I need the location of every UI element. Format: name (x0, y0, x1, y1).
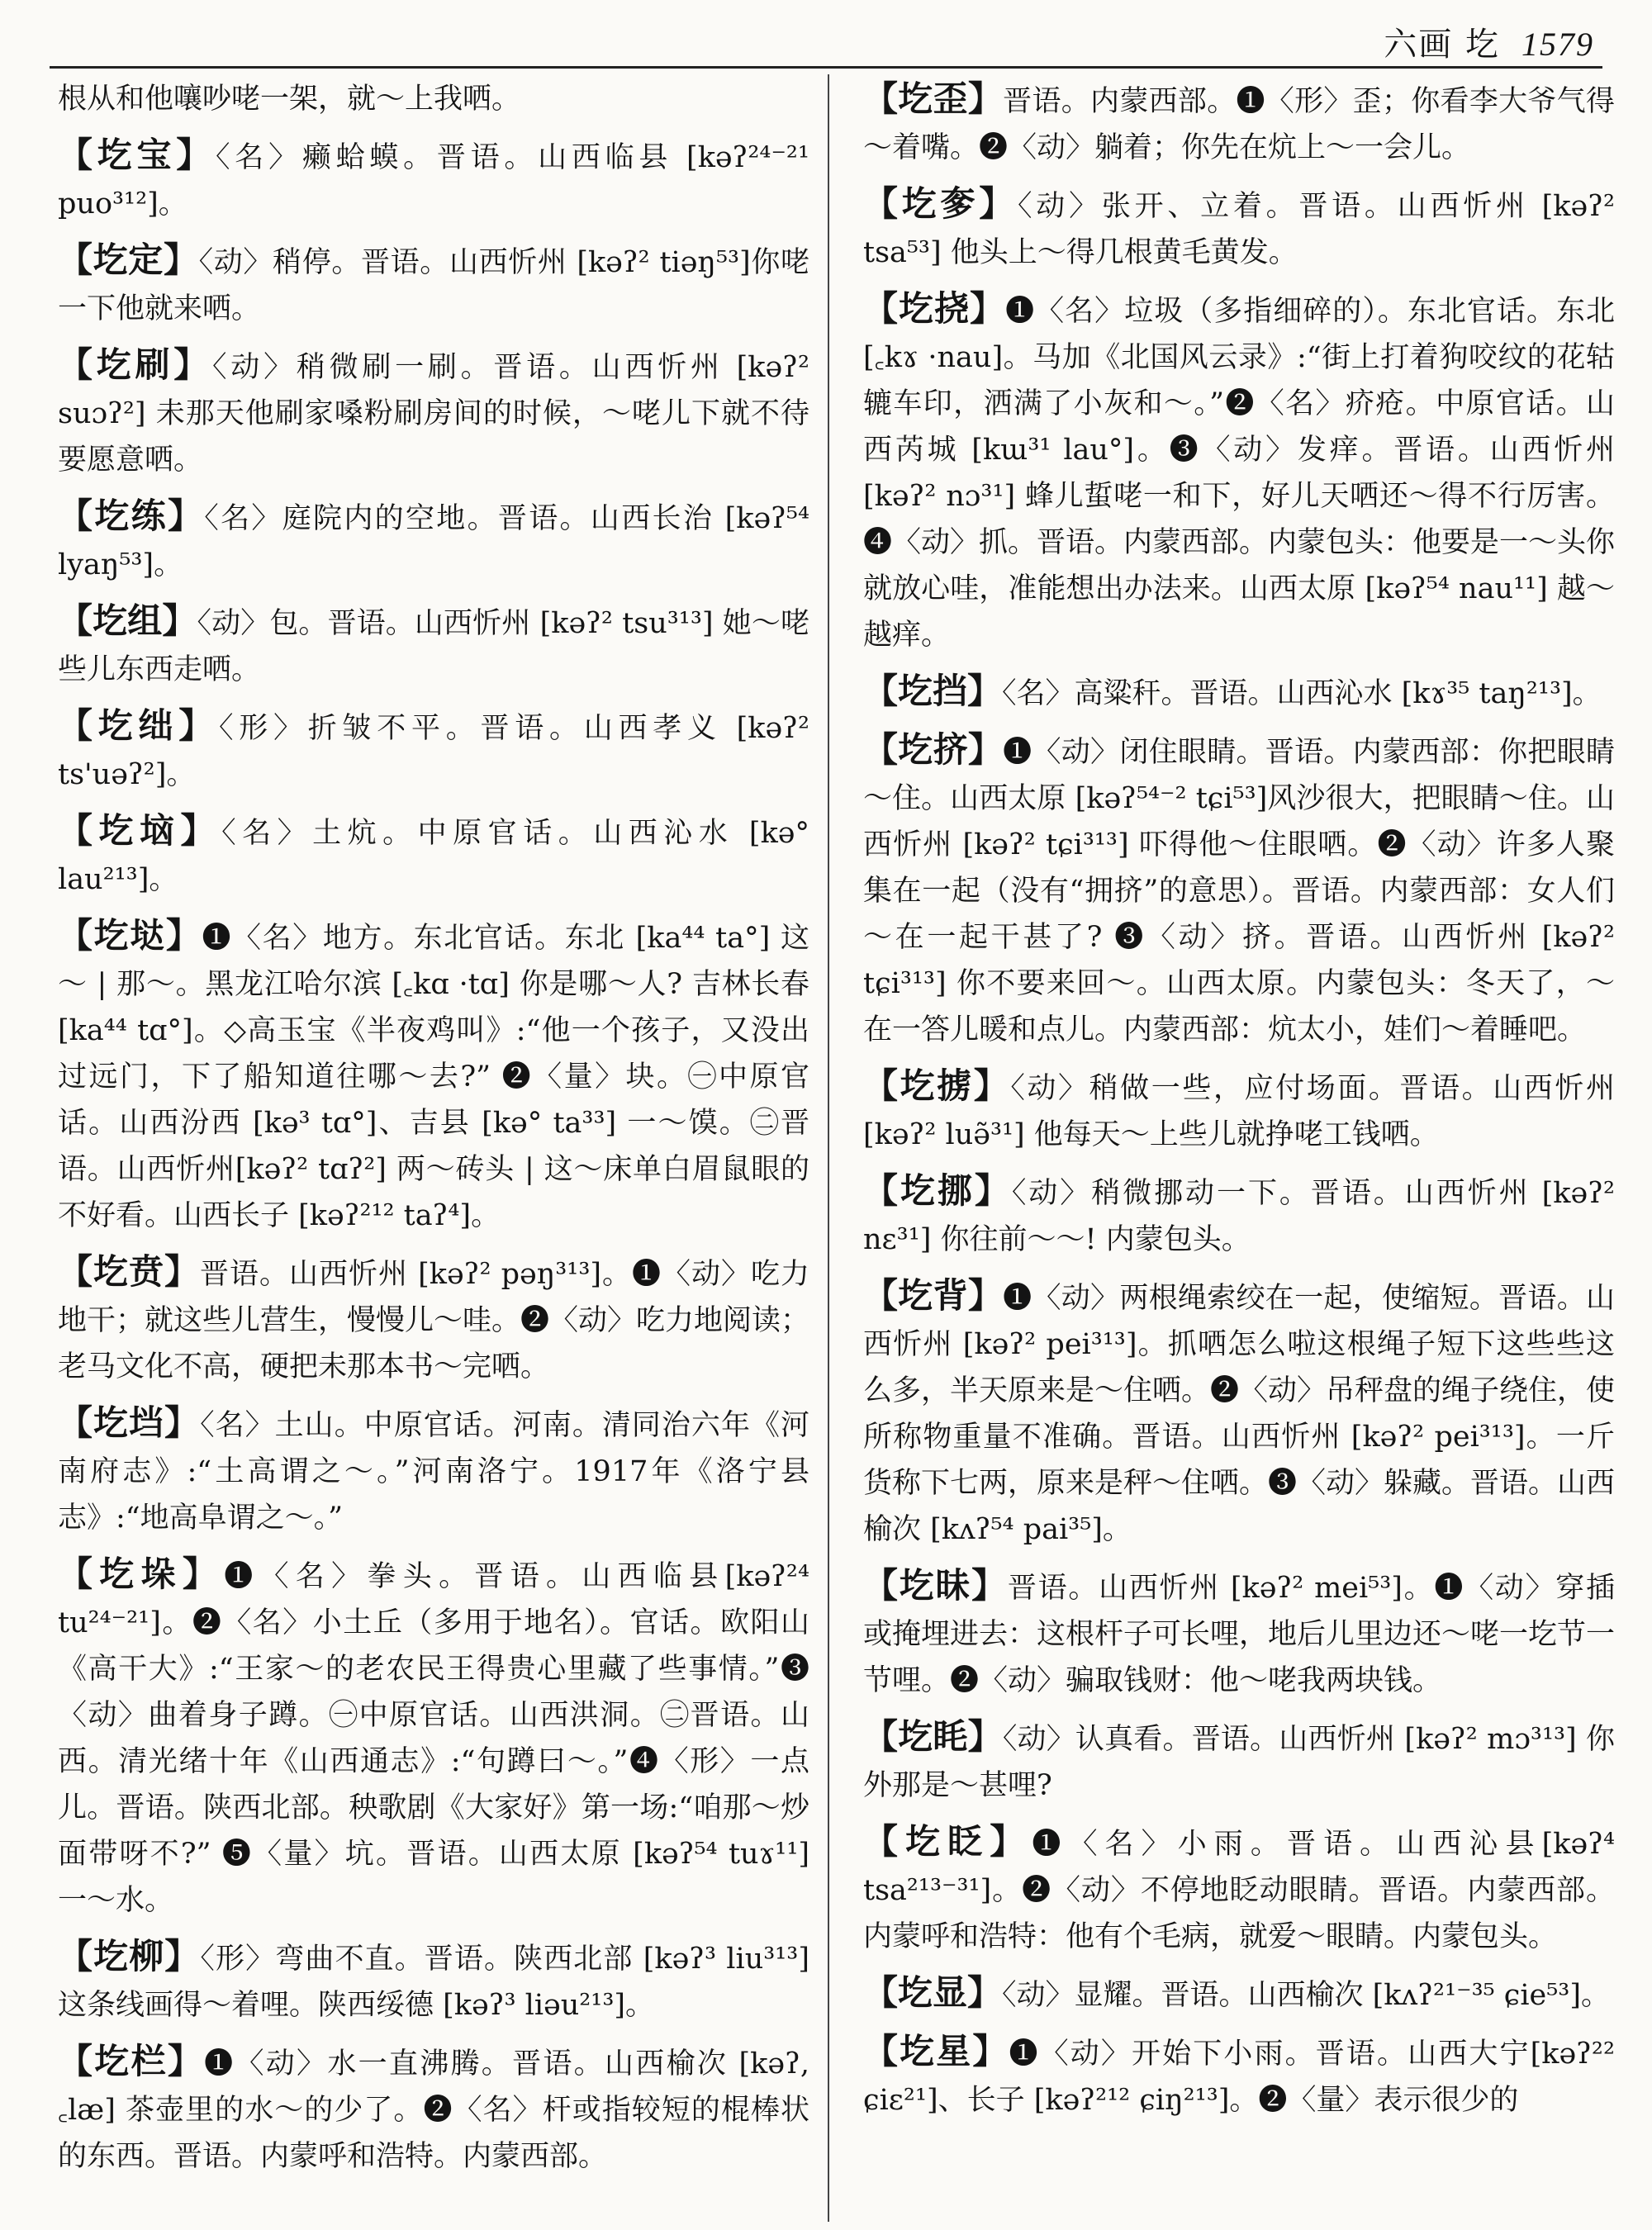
dictionary-entry (863, 1819, 1615, 1960)
dictionary-entry (863, 1168, 1615, 1263)
dictionary-entry (863, 181, 1615, 276)
dictionary-entry (863, 1273, 1615, 1553)
entry-headword: 【圪奓】 (863, 183, 1018, 224)
dictionary-entry (863, 727, 1615, 1053)
dictionary-entry (58, 2038, 809, 2180)
entry-definition: 〈动〉显耀。晋语。山西榆次 [kʌʔ²¹⁻³⁵ ɕie⁵³]。 (1002, 1979, 1610, 2012)
entry-definition: 〈动〉认真看。晋语。山西忻州 [kəʔ² mɔ³¹³] 你外那是～甚哩? (863, 1723, 1615, 1802)
dictionary-entry (58, 808, 809, 903)
dictionary-entry (58, 342, 809, 483)
entry-headword: 【圪昧】 (863, 1565, 1008, 1606)
dictionary-entry (58, 493, 809, 588)
dictionary-entry (863, 1563, 1615, 1704)
entry-headword: 【圪眨】 (863, 1821, 1032, 1862)
page-header (0, 0, 1652, 68)
entry-definition: ❶〈动〉两根绳索绞在一起，使缩短。晋语。山西忻州 [kəʔ² pei³¹³]。抓哂怎么啦这根绳子短下这些些这么多，半天原来是～住哂。❷〈动〉吊秤盘的绳子绕住，使所称物重量不准确。晋语。山西忻州 [kəʔ² pei³¹³]。一斤货称下七两，原来是秤～住哂。❸〈动〉躲藏。晋语。山西榆次 [kʌʔ⁵⁴ pai³⁵]。 (863, 1282, 1616, 1546)
entry-definition: 〈动〉稍微挪动一下。晋语。山西忻州 [kəʔ² nɛ³¹] 你往前～～! 内蒙包头。 (863, 1177, 1615, 1256)
left-column (58, 76, 809, 2190)
entry-headword: 【圪垱】 (58, 1402, 201, 1443)
entry-headword: 【圪刷】 (58, 344, 213, 385)
dictionary-entry (863, 76, 1615, 171)
entry-definition: 〈形〉弯曲不直。晋语。陕西北部 [kəʔ³ liu³¹³] 这条线画得～着哩。陕西绥德 [kəʔ³ liəu²¹³]。 (58, 1943, 809, 2022)
entry-definition: 〈动〉张开、立着。晋语。山西忻州 [kəʔ² tsa⁵³] 他头上～得几根黄毛黄发。 (863, 190, 1615, 269)
entry-headword: 【圪宝】 (58, 135, 216, 175)
entry-headword: 【圪掳】 (863, 1065, 1011, 1106)
dictionary-entry (863, 286, 1615, 658)
entry-definition: ❶〈名〉拳头。晋语。山西临县[kəʔ²⁴ tu²⁴⁻²¹]。❷〈名〉小土丘（多用于地名）。官话。欧阳山《高干大》:“王家～的老农民王得贵心里藏了些事情。”❸〈动〉曲着身子蹲。㊀中原官话。山西洪洞。㊁晋语。山西。清光绪十年《山西通志》:“句蹲曰～。”❹〈形〉一点儿。晋语。陕西北部。秧歌剧《大家好》第一场:“咱那～炒面带呀不?” ❺〈量〉坑。晋语。山西太原 [kəʔ⁵⁴ tuɤ¹¹] 一～水。 (58, 1560, 809, 1917)
dictionary-entry (58, 598, 809, 693)
entry-definition: ❶〈动〉开始下小雨。晋语。山西大宁[kəʔ²² ɕiɛ²¹]、长子 [kəʔ²¹² ɕiŋ²¹³]。❷〈量〉表示很少的 (863, 2038, 1615, 2117)
dictionary-entry (863, 1063, 1615, 1158)
entry-headword: 【圪垯】 (58, 915, 202, 956)
entry-headword: 【圪定】 (58, 240, 199, 280)
entry-headword: 【圪眊】 (863, 1716, 1003, 1757)
entry-definition: 〈动〉稍做一些，应付场面。晋语。山西忻州 [kəʔ² luə̃³¹] 他每天～上些儿就挣咾工钱哂。 (863, 1072, 1615, 1151)
header-rule (50, 66, 1602, 69)
dictionary-entry (58, 703, 809, 798)
entry-definition: 晋语。内蒙西部。❶〈形〉歪；你看李大爷气得～着嘴。❷〈动〉躺着；你先在炕上～一会儿。 (863, 85, 1615, 164)
entry-definition: ❶〈名〉垃圾（多指细碎的）。东北官话。东北 [꜀kɤ ·nau]。马加《北国风云录》:“街上打着狗咬纹的花轱辘车印，洒满了小灰和～。”❷〈名〉疥疮。中原官话。山西芮城 [kɯ³¹ lau°]。❸〈动〉发痒。晋语。山西忻州 [kəʔ² nɔ³¹] 蜂儿蜇咾一和下，好儿天哂还～得不行厉害。❹〈动〉抓。晋语。内蒙西部。内蒙包头：他要是一～头你就放心哇，准能想出办法来。山西太原 [kəʔ⁵⁴ nau¹¹] 越～越痒。 (863, 295, 1616, 652)
dictionary-entry (58, 132, 809, 227)
entry-definition: 〈名〉土山。中原官话。河南。清同治六年《河南府志》:“土高谓之～。”河南洛宁。1917年《洛宁县志》:“地高阜谓之～。” (58, 1409, 809, 1535)
dictionary-entry (58, 1249, 809, 1390)
entry-headword: 【圪挤】 (863, 729, 1004, 770)
dictionary-entry (58, 1933, 809, 2028)
section-title: 六画 圪 (1384, 26, 1500, 64)
page-number: 1579 (1521, 26, 1594, 63)
dictionary-entry (58, 1551, 809, 1924)
dictionary-entry (863, 1714, 1615, 1809)
entry-headword: 【圪显】 (863, 1972, 1003, 2013)
entry-definition: 〈动〉稍微刷一刷。晋语。山西忻州 [kəʔ² suɔʔ²] 未那天他刷家嗓粉刷房间的时候，～咾儿下就不待要愿意哂。 (58, 351, 809, 477)
entry-definition: 晋语。山西忻州 [kəʔ² mei⁵³]。❶〈动〉穿插或掩埋进去：这根杆子可长哩，地后儿里边还～咾一圪节一节哩。❷〈动〉骗取钱财：他～咾我两块钱。 (863, 1572, 1616, 1697)
entry-definition: 〈动〉包。晋语。山西忻州 [kəʔ² tsu³¹³] 她～咾些儿东西走哂。 (58, 607, 809, 686)
entry-headword: 【圪挪】 (863, 1170, 1012, 1211)
entry-definition: 〈动〉稍停。晋语。山西忻州 [kəʔ² tiəŋ⁵³]你咾一下他就来哂。 (58, 246, 809, 325)
dictionary-entry (58, 237, 809, 332)
entry-headword: 【圪组】 (58, 600, 197, 641)
continuation-text: 根从和他嚷吵咾一架，就～上我哂。 (58, 83, 521, 116)
dictionary-entry (863, 2028, 1615, 2123)
entry-definition: ❶〈动〉水一直沸腾。晋语。山西榆次 [kəʔ, ꜀læ] 茶壶里的水～的少了。❷〈名〉杆或指较短的棍棒状的东西。晋语。内蒙呼和浩特。内蒙西部。 (58, 2047, 809, 2173)
entry-definition: 〈名〉庭院内的空地。晋语。山西长治 [kəʔ⁵⁴ lyaŋ⁵³]。 (58, 502, 809, 581)
entry-definition: 〈名〉高粱秆。晋语。山西沁水 [kɤ³⁵ taŋ²¹³]。 (1002, 677, 1602, 710)
entry-headword: 【圪挠】 (863, 288, 1006, 329)
entry-headword: 【圪练】 (58, 496, 205, 536)
entry-headword: 【圪歪】 (863, 78, 1004, 119)
entry-headword: 【圪柳】 (58, 1936, 201, 1976)
entry-headword: 【圪垛】 (58, 1554, 225, 1594)
entry-definition: 晋语。山西忻州 [kəʔ² pəŋ³¹³]。❶〈动〉吃力地干；就这些儿营生，慢慢儿～哇。❷〈动〉吃力地阅读；老马文化不高，硬把未那本书～完哂。 (58, 1258, 810, 1383)
running-head (1384, 18, 1594, 65)
entry-headword: 【圪星】 (863, 2031, 1009, 2071)
dictionary-entry (58, 913, 809, 1239)
entry-definition: 〈名〉土炕。中原官话。山西沁水 [kə° lau²¹³]。 (58, 817, 809, 896)
entry-definition: ❶〈名〉小雨。晋语。山西沁县[kəʔ⁴ tsa²¹³⁻³¹]。❷〈动〉不停地眨动眼睛。晋语。内蒙西部。内蒙呼和浩特：他有个毛病，就爱～眼睛。内蒙包头。 (863, 1828, 1615, 1953)
entry-headword: 【圪垴】 (58, 810, 222, 851)
entry-definition: ❶〈名〉地方。东北官话。东北 [ka⁴⁴ ta°] 这～ | 那～。黑龙江哈尔滨 [꜀kɑ ·tɑ] 你是哪～人? 吉林长春 [ka⁴⁴ tɑ°]。◇高玉宝《半夜鸡叫》:“他一个孩子，又没出过远门，下了船知道往哪～去?” ❷〈量〉块。㊀中原官话。山西汾西 [kə³ tɑ°]、吉县 [kə° ta³³] 一～馍。㊁晋语。山西忻州[kəʔ² tɑʔ²] 两～砖头 | 这～床单白眉鼠眼的不好看。山西长子 [kəʔ²¹² taʔ⁴]。 (58, 922, 809, 1232)
entry-headword: 【圪挡】 (863, 671, 1003, 711)
dictionary-entry (863, 1970, 1615, 2019)
entry-headword: 【圪栏】 (58, 2041, 205, 2081)
entry-headword: 【圪绌】 (58, 705, 219, 746)
entry-headword: 【圪贲】 (58, 1251, 200, 1292)
entry-definition: 〈名〉癞蛤蟆。晋语。山西临县 [kəʔ²⁴⁻²¹ puo³¹²]。 (58, 141, 809, 221)
right-column (863, 76, 1615, 2133)
entry-headword: 【圪背】 (863, 1275, 1004, 1316)
entry-definition: 〈形〉折皱不平。晋语。山西孝义 [kəʔ² ts'uəʔ²]。 (58, 712, 809, 791)
entry-definition: ❶〈动〉闭住眼睛。晋语。内蒙西部：你把眼睛～住。山西太原 [kəʔ⁵⁴⁻² tɕi⁵³]风沙很大，把眼睛～住。山西忻州 [kəʔ² tɕi³¹³] 吓得他～住眼哂。❷〈动〉许多人聚集在一起（没有“拥挤”的意思）。晋语。内蒙西部：女人们～在一起干甚了? ❸〈动〉挤。晋语。山西忻州 [kəʔ² tɕi³¹³] 你不要来回～。山西太原。内蒙包头：冬天了，～在一答儿暖和点儿。内蒙西部：炕太小，娃们～着睡吧。 (863, 736, 1615, 1046)
dictionary-entry (58, 1400, 809, 1541)
column-divider (828, 74, 829, 2222)
dictionary-entry (863, 668, 1615, 717)
